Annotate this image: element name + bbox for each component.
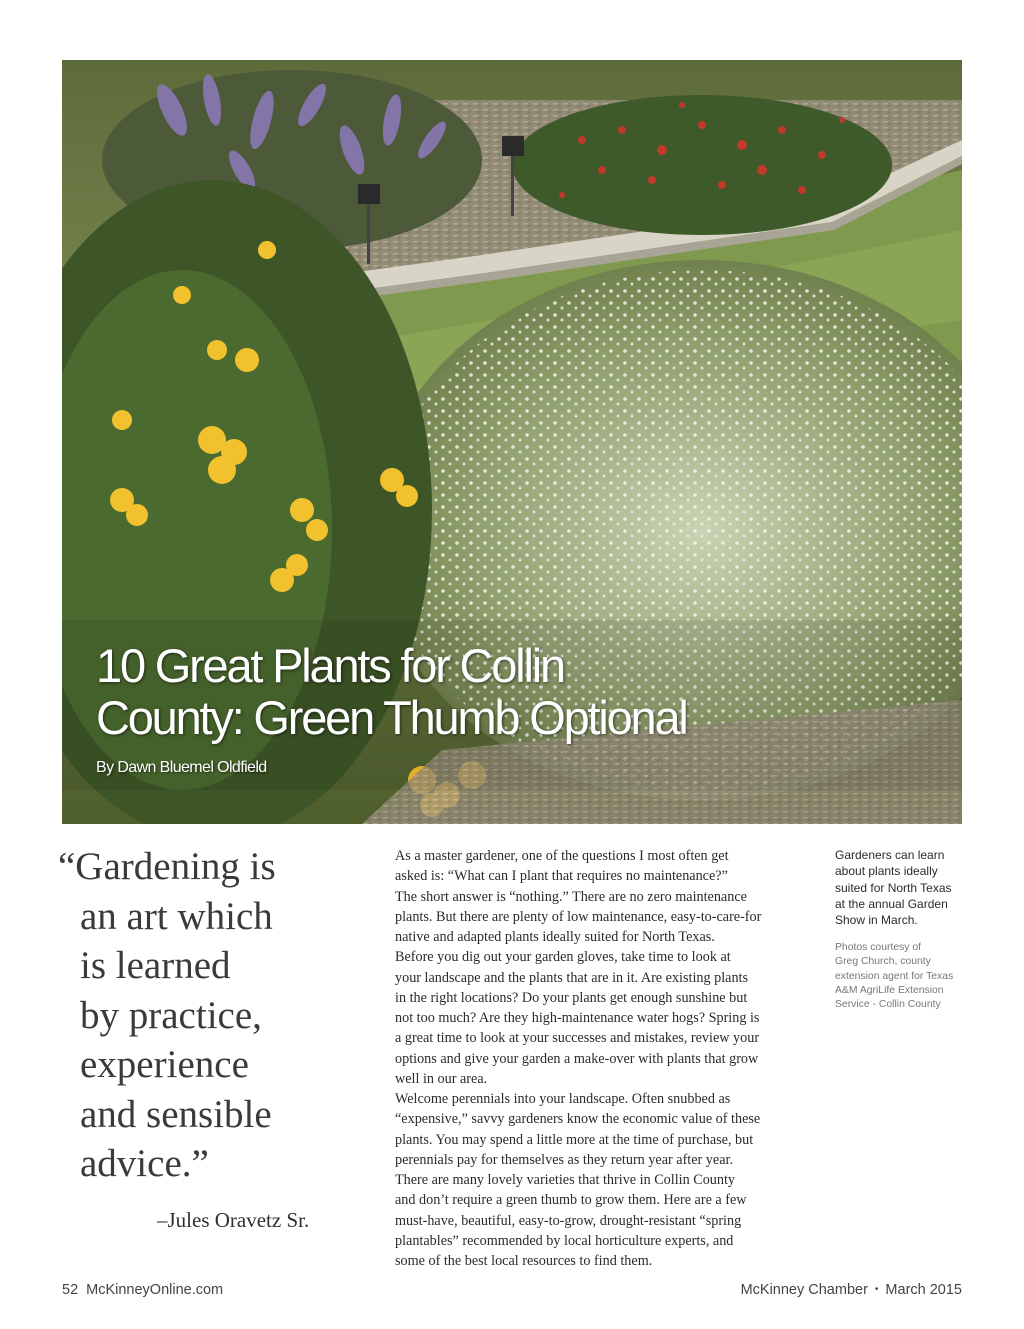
pull-quote-line: experience [80,1043,249,1086]
caption-line: suited for North Texas [835,880,952,895]
text-line: must-have, beautiful, easy-to-grow, drought-resistant “spring [395,1212,742,1229]
text-line: your landscape and the plants that are in it. Are existing plants [395,969,749,986]
credit-line: A&M AgriLife Extension [835,984,944,996]
text-line: native and adapted plants ideally suited for North Texas. [395,929,715,945]
text-line: some of the best local resources to find them. [395,1253,653,1269]
pull-quote-line: and sensible [80,1092,272,1136]
text-line: options and give your garden a make-over with plants that grow [395,1050,759,1067]
article-paragraph [371,846,807,947]
pull-quote-author: –Jules Oravetz Sr. [157,1208,310,1232]
page-number: 52 [62,1282,79,1298]
text-line: “expensive,” savvy gardeners know the economic value of these [395,1111,761,1128]
footer-right [741,1282,962,1298]
footer-issue: March 2015 [885,1282,962,1298]
text-line: a great time to look at your successes and mistakes, review your [395,1030,760,1047]
credit-line: Service - Collin County [835,999,941,1011]
footer-publication: McKinney Chamber [740,1282,868,1298]
article-paragraph [371,1089,807,1271]
credit-line: Photos courtesy of [835,942,922,953]
caption-line: at the annual Garden [835,896,948,911]
pull-quote-line: an art which [80,894,273,938]
credit-line: extension agent for Texas [835,970,954,982]
text-line: plantables” recommended by local horticulture experts, and [395,1232,734,1249]
caption-line: about plants ideally [835,864,938,879]
article-title-line: County: Green Thumb Optional [96,691,687,744]
footer-separator: • [874,1284,879,1295]
text-line: plants. But there are plenty of low maintenance, easy-to-care-for [395,908,762,925]
pull-quote-line: “Gardening is [58,845,276,888]
text-line: perennials pay for themselves as they return year after year. [395,1151,733,1168]
text-line: plants. You may spend a little more at the time of purchase, but [395,1131,754,1148]
credit-line: Greg Church, county [835,956,931,968]
text-line: Welcome perennials into your landscape. Often snubbed as [395,1091,731,1107]
text-line: Before you dig out your garden gloves, take time to look at [395,949,731,966]
caption-line: Show in March. [835,913,918,928]
article-byline: By Dawn Bluemel Oldfield [96,759,267,776]
article-title-line: 10 Great Plants for Collin [96,639,564,692]
footer-left [62,1282,223,1298]
pull-quote-line: is learned [80,944,231,987]
text-line: and don’t require a green thumb to grow them. Here are a few [395,1192,747,1209]
photo-caption [835,847,970,928]
caption-line: Gardeners can learn [835,848,945,862]
photo-credit [835,941,970,1012]
pull-quote-line: advice.” [80,1142,209,1185]
article-title [96,640,936,744]
text-line: well in our area. [395,1070,488,1087]
text-line: not too much? Are they high-maintenance water hogs? Spring is [395,1010,760,1026]
hero-photo [62,60,962,824]
footer-site-link[interactable]: McKinneyOnline.com [86,1282,224,1298]
article-body [371,846,807,1271]
text-line: in the right locations? Do your plants get enough sunshine but [395,989,748,1006]
pull-quote-line: by practice, [80,993,262,1037]
text-line: As a master gardener, one of the questions I most often get [395,848,729,864]
article-paragraph [371,947,807,1089]
pull-quote [58,842,358,1189]
text-line: asked is: “What can I plant that requires no maintenance?” [395,868,728,885]
text-line: There are many lovely varieties that thrive in Collin County [395,1172,736,1188]
text-line: The short answer is “nothing.” There are no zero maintenance [395,888,747,905]
